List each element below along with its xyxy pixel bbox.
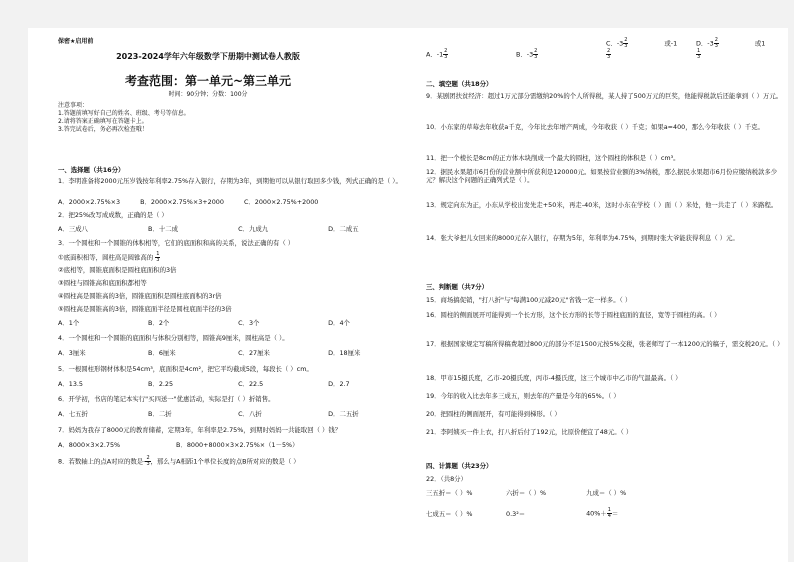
exam-meta: 时间：90分钟；分数：100分 xyxy=(168,91,248,98)
fraction xyxy=(623,38,646,49)
numerator: 2 xyxy=(624,37,628,43)
denominator: 3 xyxy=(697,54,701,60)
denominator: 4 xyxy=(607,513,611,519)
question-21: 21．李阿姨买一件上衣，打八折后付了192元，比原价便宜了48元。（ ） xyxy=(426,428,633,436)
question-2: 2．把25%改写成成数，正确的是（ ） xyxy=(58,211,168,219)
section-choice: 一、选择题（共16分） xyxy=(58,166,125,174)
question-1: 1．李明准备将2000元压岁钱按年利率2.75%存入银行，存期为3年，到期他可以从银行取回多少钱，列式正确的是（ ）。 xyxy=(58,177,402,185)
question-3-item-4: ④圆柱高是圆锥高的3倍，圆锥底面积是圆柱底面积的3r倍 xyxy=(58,292,222,300)
question-5: 5．一根圆柱形钢材体积是54cm³，底面积是4cm²，把它平均截成5段，每段长（ ）cm。 xyxy=(58,365,313,373)
option: C．22.5 xyxy=(238,380,264,388)
question-8: 8．若数轴上的点A对应的数是- $\frac{2}{3}$ ，那么与A相距1个单位长度的点B所对应的数是（ ） xyxy=(58,455,300,467)
option: A．3厘米 xyxy=(58,349,86,357)
question-4: 4．一个圆柱和一个圆锥的底面积与体积分别相等，圆锥高9厘米，圆柱高是（ ）。 xyxy=(58,334,289,342)
question-7-options xyxy=(58,441,418,449)
option: A．2000×2.75%×3 xyxy=(58,198,121,206)
option: C．2000×2.75%+2000 xyxy=(243,198,319,206)
option: A．13.5 xyxy=(58,380,83,388)
exam-title: 2023-2024学年六年级数学下册期中测试卷人教版 xyxy=(116,52,300,61)
calc-item: 七成五＝（ ）% xyxy=(426,509,473,518)
option: B．2个 xyxy=(148,319,170,327)
calc-item: 三五折＝（ ）% xyxy=(426,489,473,497)
question-8-text-cont: ，那么与A相距1个单位长度的点B所对应的数是（ ） xyxy=(150,457,300,466)
question-8-text: 8．若数轴上的点A对应的数是 xyxy=(58,457,144,466)
option: B．8000+8000×3×2.75%×（1－5%） xyxy=(176,441,299,449)
question-9: 9．某剧团扶贫经济：超过1万元部分需缴纳20%的个人所得税，某人持了500万元的巨奖，他能得税款后还能拿到（ ）万元。 xyxy=(426,92,783,100)
numerator: 1 xyxy=(607,507,611,513)
calc-item: 六折＝（ ）% xyxy=(506,489,547,497)
numerator: 1 xyxy=(697,48,701,54)
denominator: 3 xyxy=(714,43,718,49)
question-11: 11．把一个棱长是8cm的正方体木块削成一个最大的圆柱，这个圆柱的体积是（ ）cm³。 xyxy=(426,154,680,162)
denominator: 3 xyxy=(156,257,160,263)
section-judge: 三、判断题（共7分） xyxy=(426,283,488,291)
calc-item: 九成＝（ ）% xyxy=(586,489,627,497)
question-5-options xyxy=(58,380,418,388)
option: D．二成五 xyxy=(328,225,359,233)
question-2-options xyxy=(58,225,418,233)
option: C．九成九 xyxy=(238,225,269,233)
denominator: 3 xyxy=(624,43,628,49)
question-19: 19．今年的收入比去年多三成五，则去年的产量是今年的65%。（ ） xyxy=(426,392,620,400)
option: B．-3 $\frac{2}{3}$ xyxy=(516,49,588,60)
option: B．2000×2.75%×3+2000 xyxy=(140,198,224,206)
fraction xyxy=(155,252,160,263)
option: D．2.7 xyxy=(328,380,350,388)
calc-row-1 xyxy=(426,489,786,497)
note-item: 2.请将答案正确填写在答题卡上。 xyxy=(58,118,148,126)
calc-item: 40%＋ xyxy=(586,509,607,518)
option: A．七五折 xyxy=(58,410,88,418)
option: A．-1 $\frac{2}{3}$ xyxy=(426,49,498,60)
question-7: 7．妈妈为我存了8000元的教育储蓄，定期3年，年利率是2.75%，到期时妈妈一共能取回（ ）钱？ xyxy=(58,426,342,434)
option: A．1个 xyxy=(58,319,80,327)
option: B．2.25 xyxy=(148,380,174,388)
numerator: 2 xyxy=(444,48,448,54)
question-4-options xyxy=(58,349,418,357)
numerator: 2 xyxy=(714,37,718,43)
option: B．二折 xyxy=(148,410,172,418)
question-22: 22．（共8分） xyxy=(426,475,467,483)
question-1-options xyxy=(58,198,418,206)
question-12: 12．据民水果超市6月份的营业额中所获利是120000元。如果按营业额的3%纳税，那么据民水果超市6月份应缴纳税款多少元？解决这个问题的正确列式是（ ）。 xyxy=(426,168,778,184)
question-16: 16．圆柱的侧面展开可能得到一个长方形，这个长方形的长等于圆柱底面的直径，宽等于圆柱的高。（ ） xyxy=(426,311,721,319)
fraction xyxy=(606,49,629,60)
fraction xyxy=(696,49,719,60)
numerator: 1 xyxy=(156,251,160,257)
secret-label: 保密★启用前 xyxy=(58,38,94,45)
section-calc: 四、计算题（共23分） xyxy=(426,462,493,470)
denominator: 3 xyxy=(607,54,611,60)
denominator: 3 xyxy=(534,54,538,60)
question-3-options xyxy=(58,319,418,327)
fraction xyxy=(533,49,556,60)
numerator: 2 xyxy=(146,455,150,461)
question-14: 14．张大爷把儿女回来的8000元存入银行，存期为5年，年利率为4.75%，到期时张大爷能获得利息（ ）元。 xyxy=(426,234,739,242)
option: C．-3 $\frac{2}{3}$ 或-1 $\frac{2}{3}$ xyxy=(606,37,678,60)
denominator: 3 xyxy=(146,461,150,467)
question-6: 6．开学初，书店的笔记本实行"买四送一"优惠活动，实际是打（ ）折销售。 xyxy=(58,395,275,403)
option: B．十二成 xyxy=(148,225,178,233)
question-17: 17．根据国家规定写稿所得稿费超过800元的部分不足1500元按5%交税，张老师写了一本1200元的稿子，需交税20元。（ ） xyxy=(426,340,784,348)
calc-item: 0.3²＝ xyxy=(506,509,526,518)
option: C．八折 xyxy=(238,410,262,418)
notes-title: 注意事项： xyxy=(58,102,89,109)
equals-sign: ＝ xyxy=(611,509,619,518)
exam-sheet xyxy=(28,28,788,562)
option: D．-3 $\frac{2}{3}$ 或1 $\frac{1}{3}$ xyxy=(696,37,766,60)
numerator: 2 xyxy=(534,48,538,54)
option: D．二五折 xyxy=(328,410,359,418)
note-item: 3.答完试卷后，务必再次检查哦！ xyxy=(58,126,148,134)
question-18: 18．甲市15摄氏度，乙市-20摄氏度，丙市-4摄氏度，这三个城市中乙市的气温最高。（ ） xyxy=(426,374,682,382)
option: A．8000×3×2.75% xyxy=(58,441,121,449)
option: B．6厘米 xyxy=(148,349,176,357)
calc-row-2 xyxy=(426,508,786,519)
item-text: ①底面积相等，圆柱高是圆锥高的 xyxy=(58,253,154,262)
option: C．3个 xyxy=(238,319,260,327)
numerator: 2 xyxy=(607,48,611,54)
question-3-item-5: ⑤圆柱高是圆锥高的3倍，圆锥底面半径是圆柱底面半径的3倍 xyxy=(58,305,232,313)
option: A．三成八 xyxy=(58,225,88,233)
option: D．18厘米 xyxy=(328,349,361,357)
question-3: 3．一个圆柱和一个圆锥的体积相等，它们的底面积和高的关系，说法正确的有（ ） xyxy=(58,239,295,247)
question-6-options xyxy=(58,410,418,418)
option: D．4个 xyxy=(328,319,350,327)
question-8-options xyxy=(426,38,786,60)
note-item: 1.答题前填写好自己的姓名、班级、考号等信息。 xyxy=(58,110,190,118)
question-3-item-1 xyxy=(58,252,418,263)
notes xyxy=(58,102,190,134)
section-fill: 二、填空题（共18分） xyxy=(426,80,493,88)
question-20: 20．把圆柱的侧面展开，有可能得到梯形。（ ） xyxy=(426,410,561,418)
exam-subtitle: 考查范围：第一单元~第三单元 xyxy=(124,74,292,88)
question-3-item-2: ②底相等，圆锥底面积是圆柱底面积的3倍 xyxy=(58,266,177,274)
question-13: 13．规定向东为正，小东从学校出发先走+50米，再走-40米，这时小东在学校（ ）面（ ）米处，他一共走了（ ）米路程。 xyxy=(426,201,778,209)
option: C．27厘米 xyxy=(238,349,270,357)
question-15: 15．商场搞促销，"打八折"与"每满100元减20元"省钱一定一样多。（ ） xyxy=(426,296,632,304)
denominator: 3 xyxy=(444,54,448,60)
question-3-item-3: ③圆柱与圆锥高和底面积都相等 xyxy=(58,279,147,287)
fraction xyxy=(443,49,466,60)
question-10: 10．小东家的草莓去年收获a千克，今年比去年增产两成，今年收获（ ）千克；如果a=400，那么今年收获（ ）千克。 xyxy=(426,123,764,131)
fraction xyxy=(714,38,737,49)
